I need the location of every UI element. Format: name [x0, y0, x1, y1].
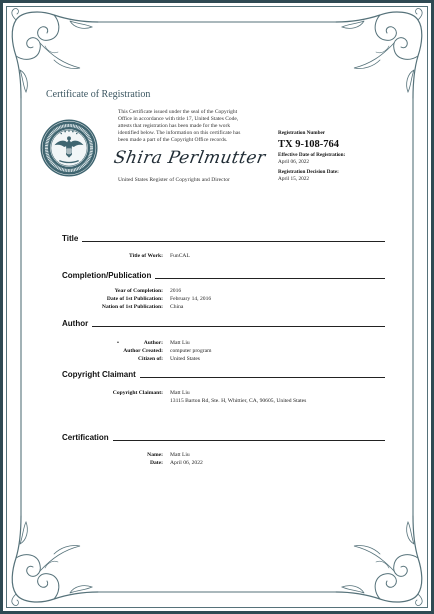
claimant-section-heading: Copyright Claimant	[62, 370, 136, 379]
section-rule	[92, 326, 385, 327]
top-left-flourish-icon	[12, 9, 98, 98]
section-rule	[140, 377, 385, 378]
decision-date-value: April 15, 2022	[278, 176, 310, 182]
certification-date-row	[0, 459, 434, 467]
claimant-row	[0, 389, 434, 397]
author-created-row	[0, 347, 434, 355]
publication-date-row	[0, 295, 434, 303]
author-created-label: Author Created:	[123, 348, 163, 354]
claimant-label: Copyright Claimant:	[112, 390, 163, 396]
statement-line: been made a part of the Copyright Office records.	[118, 137, 228, 143]
author-row	[0, 339, 434, 347]
section-rule	[155, 278, 385, 279]
statement-line: This Certificate issued under the seal of the Copyright	[118, 109, 238, 115]
completion-section-header	[62, 270, 385, 281]
author-bullet: •	[117, 340, 119, 346]
claimant-address-row	[0, 397, 434, 405]
certification-date-label: Date:	[149, 460, 163, 466]
year-of-completion-row	[0, 287, 434, 295]
author-value: Matt Liu	[170, 340, 190, 346]
certification-date-value: April 06, 2022	[170, 460, 203, 466]
publication-date-label: Date of 1st Publication:	[106, 296, 163, 302]
citizen-of-label: Citizen of:	[137, 356, 163, 362]
top-right-flourish-icon	[336, 9, 422, 98]
certification-name-label: Name:	[147, 452, 163, 458]
statement-line: Office in accordance with title 17, United States Code,	[118, 116, 239, 122]
copyright-office-seal-icon	[40, 119, 98, 177]
title-of-work-value: FunCAL	[170, 253, 190, 259]
effective-date-label: Effective Date of Registration:	[278, 152, 346, 158]
title-of-work-row	[0, 252, 434, 260]
register-signature: Shira Perlmutter	[112, 148, 268, 168]
publication-date-value: February 14, 2016	[170, 296, 212, 302]
section-rule	[113, 440, 385, 441]
citizen-of-row	[0, 355, 434, 363]
claimant-name: Matt Liu	[170, 390, 190, 396]
claimant-address: 13115 Barton Rd, Ste. H, Whittier, CA, 90605, United States	[170, 398, 307, 404]
author-label: Author:	[143, 340, 163, 346]
decision-date-label: Registration Decision Date:	[278, 169, 339, 175]
author-section-header	[62, 318, 385, 329]
year-of-completion-label: Year of Completion:	[114, 288, 163, 294]
bottom-left-flourish-icon	[12, 516, 98, 605]
statement-line: identified below. The information on this certificate has	[118, 130, 241, 136]
certificate-statement	[118, 109, 240, 144]
effective-date-value: April 06, 2022	[278, 159, 310, 165]
certification-name-row	[0, 451, 434, 459]
registration-number-label: Registration Number	[278, 130, 326, 136]
certification-section-heading: Certification	[62, 433, 109, 442]
publication-nation-label: Nation of 1st Publication:	[101, 304, 163, 310]
publication-nation-value: China	[170, 304, 184, 310]
title-of-work-label: Title of Work:	[129, 253, 163, 259]
certification-section-header	[62, 432, 385, 443]
author-created-value: computer program	[170, 348, 212, 354]
author-section-heading: Author	[62, 319, 89, 328]
certificate-title: Certificate of Registration	[46, 89, 151, 100]
bottom-right-flourish-icon	[336, 516, 422, 605]
signer-title: United States Register of Copyrights and Director	[118, 177, 230, 183]
registration-number: TX 9-108-764	[278, 139, 339, 150]
certification-name-value: Matt Liu	[170, 452, 190, 458]
title-section-heading: Title	[62, 234, 79, 243]
claimant-section-header	[62, 369, 385, 380]
publication-nation-row	[0, 303, 434, 311]
citizen-of-value: United States	[170, 356, 200, 362]
section-rule	[82, 241, 385, 242]
year-of-completion-value: 2016	[170, 288, 182, 294]
statement-line: attests that registration has been made for the work	[118, 123, 231, 129]
title-section-header	[62, 233, 385, 244]
completion-section-heading: Completion/Publication	[62, 271, 152, 280]
